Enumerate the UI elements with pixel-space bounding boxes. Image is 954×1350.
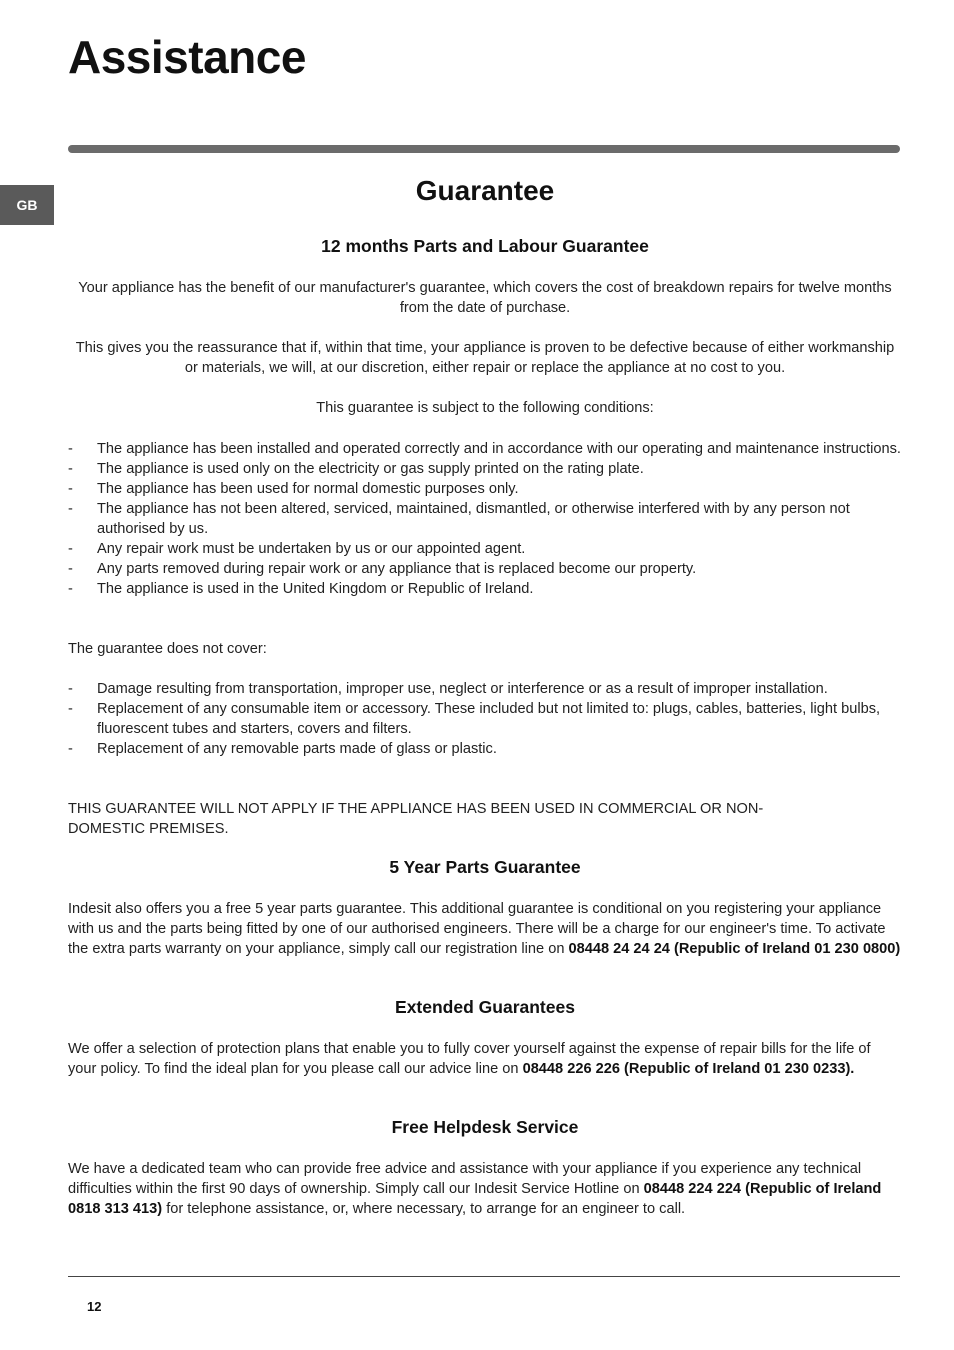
list-item: - Any repair work must be undertaken by us or our appointed agent.	[68, 541, 526, 557]
heading-helpdesk: Free Helpdesk Service	[391, 1117, 579, 1137]
section-title-guarantee: Guarantee	[415, 175, 555, 206]
heading-5-year: 5 Year Parts Guarantee	[389, 857, 581, 877]
heading-extended: Extended Guarantees	[395, 997, 575, 1017]
footer-divider	[68, 1276, 900, 1277]
header-divider	[68, 145, 900, 153]
page-title: Assistance	[68, 31, 306, 83]
list-item: - The appliance has been installed and operated correctly and in accordance with our operating and maintenance instructions.	[68, 441, 901, 457]
list-item: - The appliance has been used for normal domestic purposes only.	[68, 481, 519, 497]
exclusions-list	[68, 679, 902, 759]
advice-phone: 08448 226 226 (Republic of Ireland 01 230 0233).	[522, 1061, 855, 1077]
list-item: - The appliance is used only on the electricity or gas supply printed on the rating plate.	[68, 461, 644, 477]
paragraph-commercial-warning: THIS GUARANTEE WILL NOT APPLY IF THE APPLIANCE HAS BEEN USED IN COMMERCIAL OR NON-DOMESTIC PREMISES.	[68, 801, 764, 837]
list-item: - Replacement of any consumable item or accessory. These included but not limited to: plugs, cables, batteries, light bulbs, fluorescent tubes and starters, covers and filters.	[68, 701, 881, 737]
paragraph-not-cover-intro: The guarantee does not cover:	[68, 641, 267, 657]
list-item: - Replacement of any removable parts made of glass or plastic.	[68, 741, 497, 757]
paragraph-coverage: Your appliance has the benefit of our manufacturer's guarantee, which covers the cost of breakdown repairs for twelve months from the date of purchase.	[78, 280, 892, 316]
paragraph-helpdesk: We have a dedicated team who can provide free advice and assistance with your appliance if you experience any technical difficulties within the first 90 days of ownership. Simply call our Indesit Service Hotline on 08448 224 224 (Republic of Ireland 0818 313 413) for telephone assistance, or, where necessary, to arrange for an engineer to call.	[68, 1161, 882, 1217]
paragraph-5-year: Indesit also offers you a free 5 year parts guarantee. This additional guarantee is conditional on you registering your appliance with us and the parts being fitted by one of our authorised engineers. There will be a charge for our engineer's time. To activate the extra parts warranty on your appliance, simply call our registration line on 08448 24 24 24 (Republic of Ireland 01 230 0800)	[68, 901, 901, 957]
heading-12-months: 12 months Parts and Labour Guarantee	[321, 236, 649, 256]
list-item: - Any parts removed during repair work or any appliance that is replaced become our property.	[68, 561, 697, 577]
registration-phone: 08448 24 24 24 (Republic of Ireland 01 230 0800)	[568, 941, 901, 957]
list-item: - The appliance has not been altered, serviced, maintained, dismantled, or otherwise interfered with by any person not authorised by us.	[68, 501, 850, 537]
list-item: - The appliance is used in the United Kingdom or Republic of Ireland.	[68, 581, 534, 597]
language-tab: GB	[0, 185, 54, 225]
paragraph-reassurance: This gives you the reassurance that if, within that time, your appliance is proven to be defective because of either workmanship or materials, we will, at our discretion, either repair or replace the appliance at no cost to you.	[75, 340, 895, 376]
paragraph-extended: We offer a selection of protection plans that enable you to fully cover yourself against the expense of repair bills for the life of your policy. To find the ideal plan for you please call our advice line on 08448 226 226 (Republic of Ireland 01 230 0233).	[68, 1041, 871, 1077]
hotline-phone: 08448 224 224 (Republic of Ireland 0818 313 413)	[68, 1181, 882, 1217]
page-number: 12	[87, 1299, 102, 1314]
conditions-list	[68, 439, 902, 599]
paragraph-conditions-intro: This guarantee is subject to the following conditions:	[316, 400, 654, 416]
list-item: - Damage resulting from transportation, improper use, neglect or interference or as a result of improper installation.	[68, 681, 828, 697]
